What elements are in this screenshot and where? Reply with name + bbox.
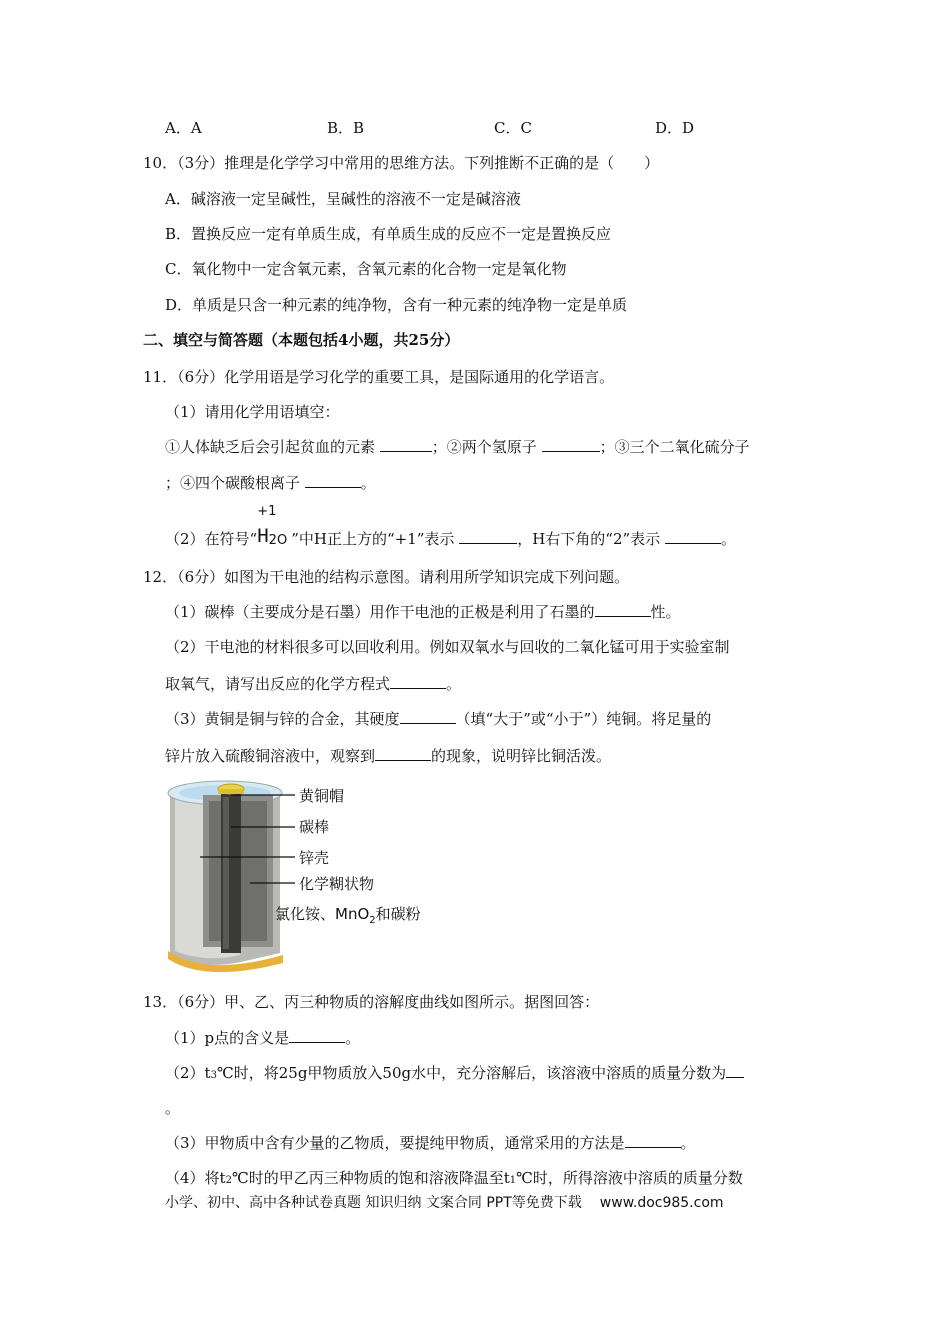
q11-text: ；②两个氢原子 xyxy=(431,438,537,456)
answer-blank[interactable] xyxy=(459,529,517,544)
q11-text: ；③三个二氧化硫分子 xyxy=(599,438,750,456)
label-mix-a: 氯化铵、 xyxy=(275,905,336,923)
answer-blank[interactable] xyxy=(289,1028,345,1043)
q11-text: 。 xyxy=(720,530,736,548)
label-mix-sub: 2 xyxy=(369,915,376,926)
q11-text: （2）在符号“ xyxy=(165,530,258,548)
chemical-symbol xyxy=(257,504,291,551)
q11-part2 xyxy=(165,504,736,551)
q11-part1-line-b xyxy=(165,473,376,493)
q13-text: ℃时的甲乙丙三种物质的饱和溶液降温至t xyxy=(231,1169,510,1187)
answer-blank[interactable] xyxy=(375,746,431,761)
label-mix xyxy=(275,905,421,926)
q12-part3-line2 xyxy=(165,746,611,766)
page-footer xyxy=(165,1192,724,1212)
q9-choice-d: D．D xyxy=(655,119,695,137)
answer-blank[interactable] xyxy=(542,437,600,452)
brass-cap-side xyxy=(218,789,244,794)
label-paste: 化学糊状物 xyxy=(299,875,375,893)
q9-choice-b: B．B xyxy=(327,119,365,137)
valence-label: +1 xyxy=(257,504,277,519)
q12-text: 的现象，说明锌比铜活泼。 xyxy=(431,747,612,765)
q12-part3-line1 xyxy=(165,709,711,729)
label-mix-b: MnO xyxy=(335,905,370,923)
answer-blank[interactable] xyxy=(400,709,456,724)
q12-text: （3）黄铜是铜与锌的合金，其硬度 xyxy=(165,710,400,728)
symbol-h: H xyxy=(257,525,269,547)
answer-blank[interactable] xyxy=(595,602,651,617)
q13-text: ℃时，所得溶液中溶质的质量分数 xyxy=(516,1169,743,1187)
q12-part2-line1: （2）干电池的材料很多可以回收利用。例如双氧水与回收的二氧化锰可用于实验室制 xyxy=(165,638,730,656)
q13-part2 xyxy=(165,1063,744,1086)
subscript: 1 xyxy=(509,1175,517,1186)
q13-text: （1）p点的含义是 xyxy=(165,1029,290,1047)
q13-text: （2）t xyxy=(165,1064,211,1082)
q12-text: 取氧气，请写出反应的化学方程式 xyxy=(165,675,391,693)
q12-stem: 12．（6分）如图为干电池的结构示意图。请利用所学知识完成下列问题。 xyxy=(143,568,630,586)
q11-text: 。 xyxy=(360,474,376,492)
q9-choice-a: A．A xyxy=(165,119,202,137)
q10-stem: 10．（3分）推理是化学学习中常用的思维方法。下列推断不正确的是（ ） xyxy=(143,154,660,172)
label-rod: 碳棒 xyxy=(299,818,330,836)
q12-part1 xyxy=(165,602,681,622)
q12-part2-line2 xyxy=(165,674,461,694)
q13-part4 xyxy=(165,1168,743,1191)
label-mix-c: 和碳粉 xyxy=(375,905,421,923)
q13-text: 。 xyxy=(345,1029,361,1047)
label-cap: 黄铜帽 xyxy=(299,787,345,805)
answer-blank[interactable] xyxy=(305,473,361,488)
footer-url[interactable]: www.doc985.com xyxy=(599,1195,724,1211)
q13-text: ℃时，将25g甲物质放入50g水中，充分溶解后，该溶液中溶质的质量分数为 xyxy=(216,1064,727,1082)
q13-part2-end: 。 xyxy=(165,1099,181,1117)
section-heading: 二、填空与简答题（本题包括4小题，共25分） xyxy=(143,331,460,349)
q11-part1: （1）请用化学用语填空： xyxy=(165,403,340,421)
q11-part1-line-a xyxy=(165,437,750,457)
label-shell: 锌壳 xyxy=(299,849,330,867)
q10-option-d: D．单质是只含一种元素的纯净物，含有一种元素的纯净物一定是单质 xyxy=(165,296,628,314)
q13-text: 。 xyxy=(680,1134,696,1152)
answer-blank[interactable] xyxy=(390,674,446,689)
subscript: 3 xyxy=(210,1070,217,1081)
answer-blank[interactable] xyxy=(726,1063,744,1078)
q10-option-b: B．置换反应一定有单质生成，有单质生成的反应不一定是置换反应 xyxy=(165,225,612,243)
rod-highlight xyxy=(223,797,229,949)
subscript: 2 xyxy=(225,1175,232,1186)
q9-choice-c: C．C xyxy=(494,119,532,137)
q12-text: 锌片放入硫酸铜溶液中，观察到 xyxy=(165,747,376,765)
q13-stem: 13．（6分）甲、乙、丙三种物质的溶解度曲线如图所示。据图回答： xyxy=(143,993,600,1011)
q12-text: 。 xyxy=(446,675,462,693)
q11-stem: 11．（6分）化学用语是学习化学的重要工具，是国际通用的化学语言。 xyxy=(143,368,615,386)
q12-text: （填“大于”或“小于”）纯铜。将足量的 xyxy=(455,710,712,728)
q12-text: 性。 xyxy=(650,603,681,621)
battery-diagram xyxy=(165,775,465,975)
q11-text: ，H右下角的“2”表示 xyxy=(517,530,661,548)
q11-text: ；④四个碳酸根离子 xyxy=(165,474,301,492)
q13-text: （4）将t xyxy=(165,1169,226,1187)
answer-blank[interactable] xyxy=(665,529,721,544)
q10-option-c: C．氧化物中一定含氧元素，含氧元素的化合物一定是氧化物 xyxy=(165,260,567,278)
q10-option-a: A．碱溶液一定呈碱性，呈碱性的溶液不一定是碱溶液 xyxy=(165,190,521,208)
q12-text: （1）碳棒（主要成分是石墨）用作干电池的正极是利用了石墨的 xyxy=(165,603,595,621)
q13-text: （3）甲物质中含有少量的乙物质，要提纯甲物质，通常采用的方法是 xyxy=(165,1134,625,1152)
symbol-rest: 2O xyxy=(268,533,288,548)
q13-part1 xyxy=(165,1028,360,1048)
answer-blank[interactable] xyxy=(380,437,432,452)
q11-text: ①人体缺乏后会引起贫血的元素 xyxy=(165,438,376,456)
q13-part3 xyxy=(165,1133,696,1153)
answer-blank[interactable] xyxy=(625,1133,681,1148)
q11-text: ”中H正上方的“+1”表示 xyxy=(291,530,455,548)
footer-text: 小学、初中、高中各种试卷真题 知识归纳 文案合同 PPT等免费下载 xyxy=(165,1195,582,1211)
